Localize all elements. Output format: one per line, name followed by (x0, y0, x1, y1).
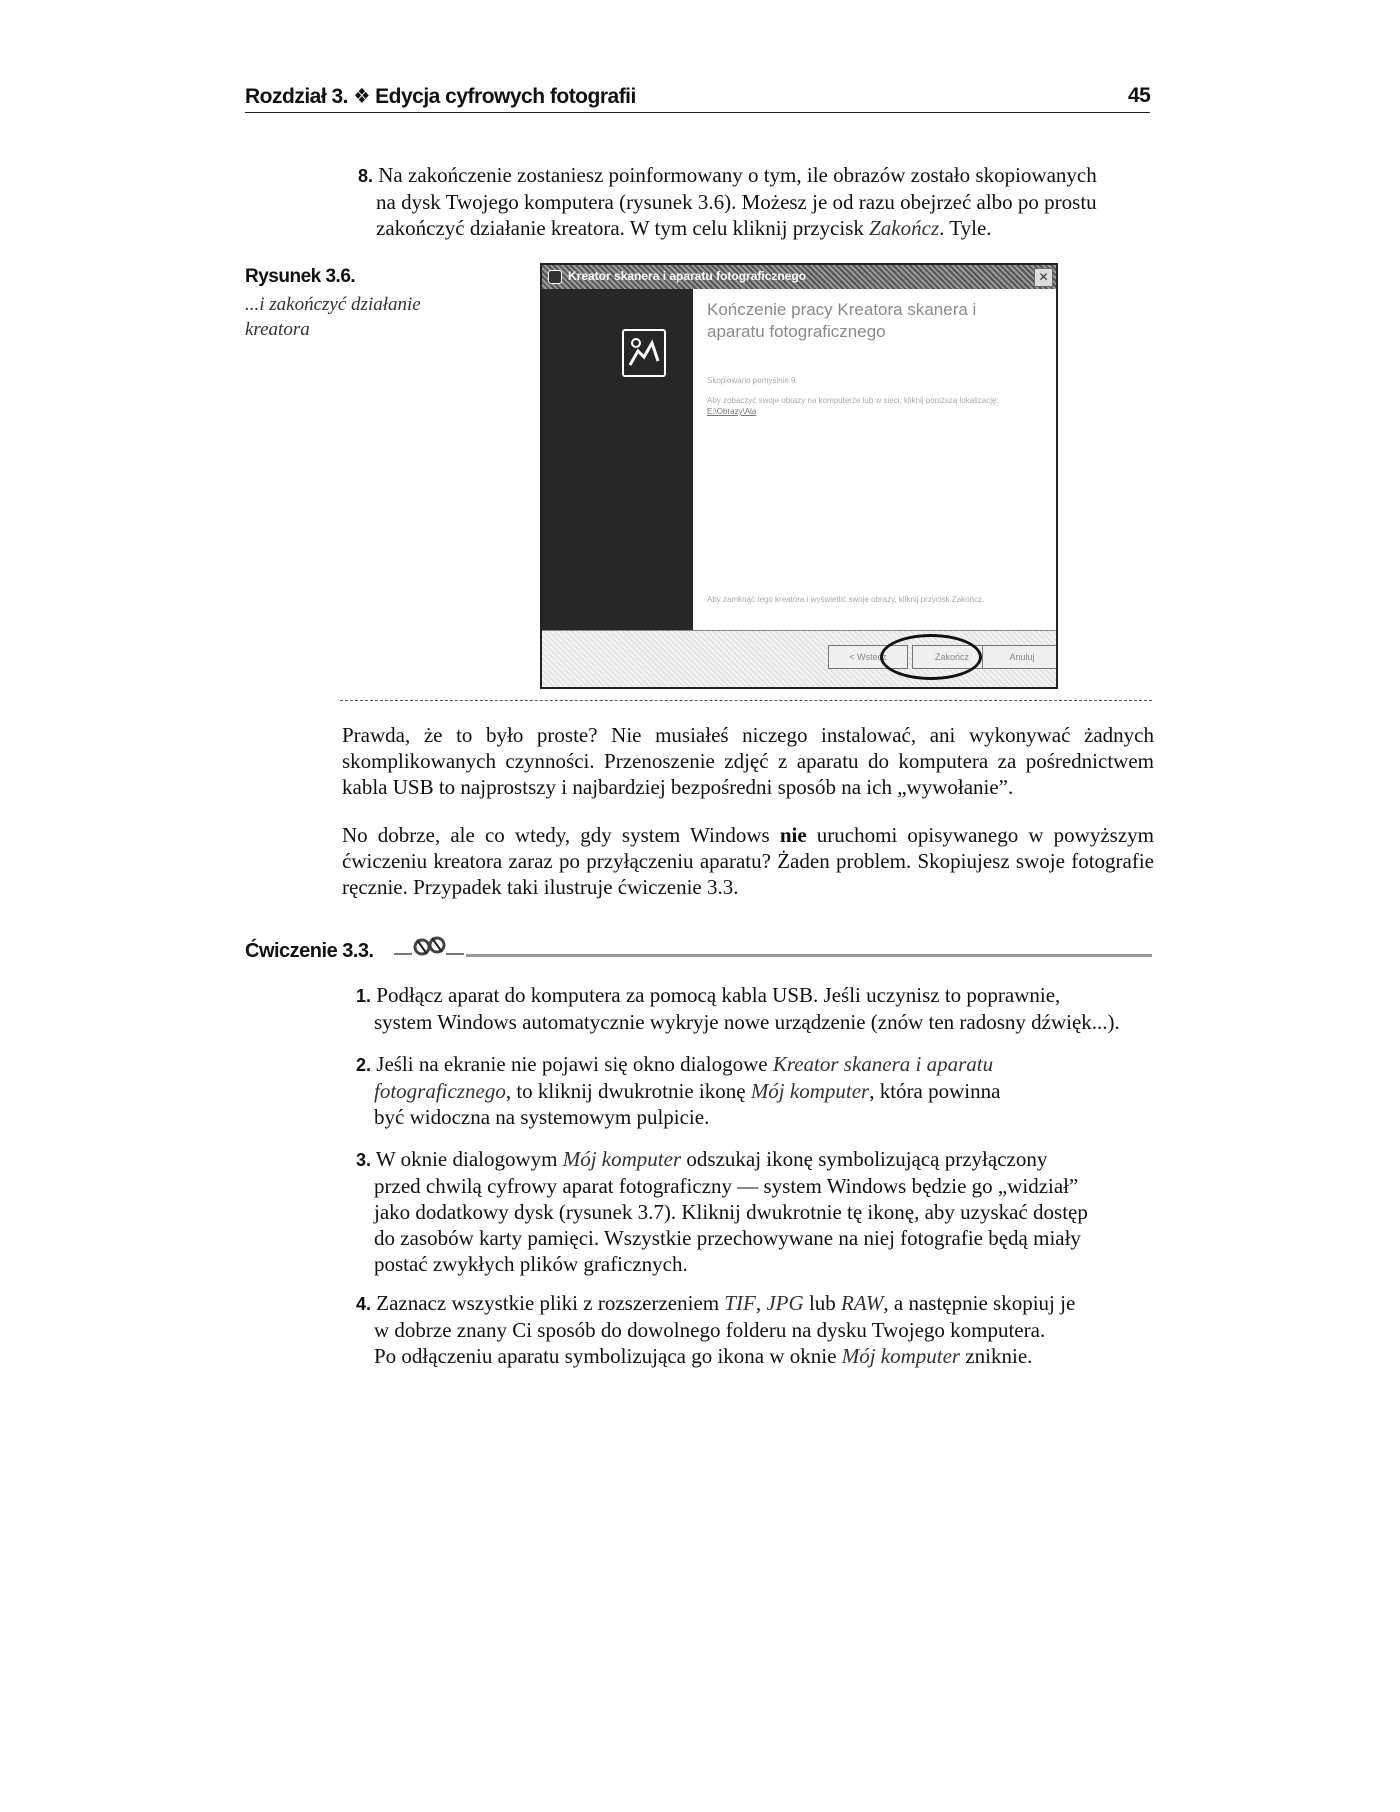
paragraph-text: No dobrze, ale co wtedy, gdy system Windows (342, 823, 780, 847)
dialog-name-ref: Kreator skanera i aparatu (772, 1052, 994, 1076)
step-text: do zasobów karty pamięci. Wszystkie przechowywane na niej fotografie będą miały (374, 1226, 1081, 1250)
wizard-status-text: Skopiowano pomyślnie 9. (707, 376, 798, 385)
step-text: lub (803, 1291, 842, 1315)
step-number: 8. (358, 166, 374, 186)
extension-ref: TIF (724, 1291, 756, 1315)
step-number: 2. (356, 1055, 372, 1075)
step-text: zniknie. (960, 1344, 1033, 1368)
wizard-finish-hint: Aby zamknąć tego kreatora i wyświetlić swoje obrazy, kliknij przycisk Zakończ. (707, 595, 985, 604)
step-text: być widoczna na systemowym pulpicie. (374, 1105, 710, 1129)
wizard-dialog-screenshot (540, 263, 1058, 689)
dialog-name-ref: Mój komputer (562, 1147, 682, 1171)
step-text: zakończyć działanie kreatora. W tym celu kliknij przycisk (376, 216, 870, 240)
step-text: W oknie dialogowym (375, 1147, 563, 1171)
header-rule (245, 112, 1150, 113)
step-text: postać zwykłych plików graficznych. (374, 1252, 688, 1276)
emphasis: nie (779, 823, 807, 847)
exercise-rule (466, 954, 1152, 957)
exercise-heading: Ćwiczenie 3.3. (245, 940, 374, 962)
wizard-logo-icon (622, 329, 666, 377)
step-text: Jeśli na ekranie nie pojawi się okno dialogowe (376, 1052, 773, 1076)
highlight-ellipse (880, 634, 982, 680)
step-1 (356, 982, 1156, 1035)
step-text: , która powinna (869, 1079, 1001, 1103)
wizard-heading: Kończenie pracy Kreatora skanera i aparatu fotograficznego (707, 300, 977, 341)
icon-name-ref: Mój komputer (841, 1344, 961, 1368)
step-number: 3. (356, 1150, 372, 1170)
figure-caption: ...i zakończyć działanie kreatora (245, 294, 421, 340)
wizard-info-line: Aby zobaczyć swoje obrazy na komputerze lub w sieci, kliknij poniższą lokalizację: (707, 396, 999, 405)
close-icon[interactable]: ✕ (1034, 268, 1053, 287)
wizard-info-text (707, 395, 1027, 417)
step-text: , (755, 1291, 767, 1315)
step-number: 1. (356, 986, 372, 1006)
step-4 (356, 1290, 1156, 1369)
step-text: system Windows automatycznie wykryje nowe urządzenie (znów ten radosny dźwięk...). (374, 1010, 1120, 1034)
finish-button[interactable]: Zakończ (912, 645, 992, 669)
button-name-ref: Zakończ (869, 216, 940, 240)
step-text: , a następnie skopiuj je (883, 1291, 1076, 1315)
cancel-button[interactable]: Anuluj (982, 645, 1058, 669)
step-text: , to kliknij dwukrotnie ikonę (505, 1079, 751, 1103)
step-text: Po odłączeniu aparatu symbolizująca go ikona w oknie (374, 1344, 842, 1368)
icon-name-ref: Mój komputer (750, 1079, 870, 1103)
figure-label: Rysunek 3.6. (245, 266, 356, 287)
step-text: Zaznacz wszystkie pliki z rozszerzeniem (376, 1291, 725, 1315)
step-text: jako dodatkowy dysk (rysunek 3.7). Kliknij dwukrotnie tę ikonę, aby uzyskać dostęp (374, 1200, 1088, 1224)
step-text: w dobrze znany Ci sposób do dowolnego folderu na dysku Twojego komputera. (374, 1318, 1046, 1342)
step-text: odszukaj ikonę symbolizującą przyłączony (681, 1147, 1048, 1171)
paragraph-text: uruchomi opisywanego w powyższym ćwiczeniu kreatora zaraz po przyłączeniu aparatu? Żaden problem. Skopiujesz swoje fotografie ręcznie. Przypadek taki ilustruje ćwiczenie 3.3. (342, 823, 1155, 899)
step-8 (358, 162, 1158, 241)
wizard-sidebar (542, 289, 693, 630)
step-2 (356, 1051, 1156, 1130)
step-3 (356, 1146, 1156, 1277)
extension-ref: RAW (841, 1291, 884, 1315)
running-head: Rozdział 3. ❖ Edycja cyfrowych fotografii (245, 85, 636, 108)
step-text: . Tyle. (939, 216, 992, 240)
extension-ref: JPG (766, 1291, 804, 1315)
step-text: Na zakończenie zostaniesz poinformowany o tym, ile obrazów zostało skopiowanych (378, 163, 1097, 187)
dialog-titlebar (542, 265, 1056, 289)
step-text: przed chwilą cyfrowy aparat fotograficzny — system Windows będzie go „widział” (374, 1174, 1079, 1198)
dialog-name-ref: fotograficznego (374, 1079, 506, 1103)
camera-app-icon (548, 270, 562, 284)
step-text: Podłącz aparat do komputera za pomocą kabla USB. Jeśli uczynisz to poprawnie, (376, 983, 1061, 1007)
page-number: 45 (1128, 84, 1151, 107)
paragraph: Prawda, że to było proste? Nie musiałeś niczego instalować, ani wykonywać żadnych skomplikowanych czynności. Przenoszenie zdjęć z aparatu do komputera za pośrednictwem kabla USB to najprostszy i najbardziej bezpośredni sposób na ich „wywołanie”. (342, 723, 1154, 799)
back-button[interactable]: < Wstecz (828, 645, 908, 669)
paragraph (342, 822, 1154, 900)
wizard-folder-link[interactable]: E:\Obrazy\Ala (707, 407, 757, 416)
exercise-tools-icon (392, 930, 466, 965)
step-text: na dysk Twojego komputera (rysunek 3.6). Możesz je od razu obejrzeć albo po prostu (376, 190, 1097, 214)
figure-rule (340, 700, 1152, 701)
step-number: 4. (356, 1294, 372, 1314)
dialog-title: Kreator skanera i aparatu fotograficznego (568, 269, 807, 283)
